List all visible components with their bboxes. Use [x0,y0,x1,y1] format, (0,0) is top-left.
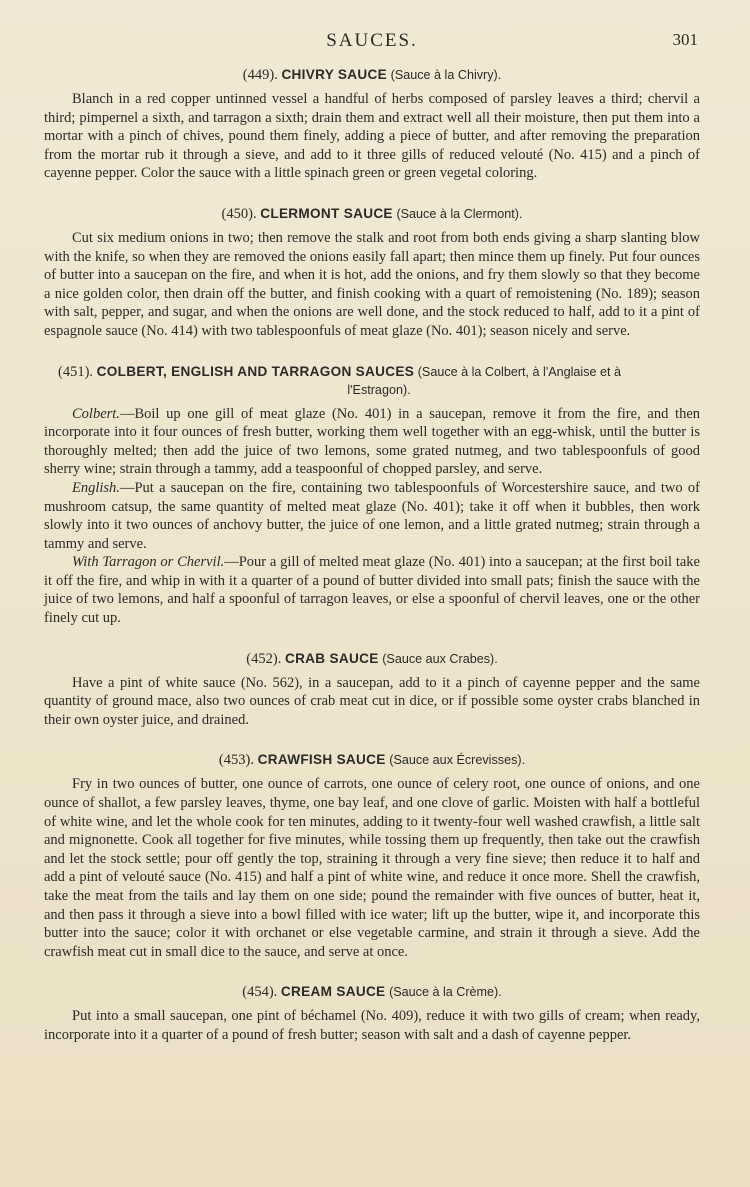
recipe-paragraph-tarragon [44,553,700,627]
section-french-title: (Sauce aux Écrevisses). [389,753,526,768]
recipe-paragraph [44,674,700,730]
paragraph-label: With Tarragon or Chervil. [72,554,225,571]
section-heading [44,363,700,399]
recipe-paragraph [44,229,700,341]
section-title: CLERMONT SAUCE [260,205,393,221]
section-title: COLBERT, ENGLISH AND TARRAGON SAUCES [96,363,415,379]
paragraph-text: —Boil up one gill of meat glaze (No. 401) in a saucepan, remove it from the fire, and then incorporate into it four ounces of fresh butter, working them well together with an egg-whisk, until the butter is thoroughly melted; then add the juice of two lemons, some grated nutmeg, and two tablespoonfuls of good sherry wine; strain through a tammy, add a teaspoonful of chopped parsley, and serve. [44,405,700,478]
recipe-section-451 [44,363,700,628]
section-number: (451). [58,363,94,380]
paragraph-text: —Pour a gill of melted meat glaze (No. 401) into a saucepan; at the first boil take it off the fire, and whip in with it a quarter of a pound of butter divided into small pats; finish the sauce with the juice of two lemons, and half a spoonful of tarragon leaves, or else a spoonful of chervil leaves, one or the other finely cut up. [44,554,700,627]
section-number: (453). [218,752,254,769]
section-french-title: (Sauce aux Crabes). [382,651,498,666]
paragraph-label: Colbert. [72,405,120,422]
page-number: 301 [672,30,698,49]
paragraph-text: Cut six medium onions in two; then remove the stalk and root from both ends giving a sharp slanting blow with the knife, so when they are removed the onions easily fall apart; then mince them up finely. Put four ounces of butter into a saucepan on the fire, and when it is hot, add the onions, and fry them slowly so that they become a nice golden color, then drain off the butter, and finish cooking with a quart of remoistening (No. 189); season with salt, pepper, and sugar, and when the onions are well done, and the stock reduced to half, add to it a pint of espagnole sauce (No. 414) with two tablespoonfuls of meat glaze (No. 401); season nicely and serve. [44,229,700,339]
recipe-paragraph [44,775,700,961]
section-number: (454). [242,984,278,1001]
recipe-paragraph-english [44,479,700,553]
section-heading [44,205,700,223]
section-french-title: (Sauce à la Colbert, à l'Anglaise et à [417,364,622,379]
section-heading [44,650,700,668]
section-title: CREAM SAUCE [280,984,386,1000]
section-heading [44,66,700,84]
paragraph-text: Put into a small saucepan, one pint of béchamel (No. 409), reduce it with two gills of cream; when ready, incorporate into it a quarter of a pound of fresh butter; season with salt and a dash of cayenne pepper. [44,1008,700,1043]
section-french-title: (Sauce à la Chivry). [390,68,502,82]
recipe-paragraph-colbert [44,405,700,479]
section-french-title: (Sauce à la Crème). [389,985,502,1000]
section-number: (449). [242,67,278,83]
paragraph-text: Blanch in a red copper untinned vessel a handful of herbs composed of parsley leaves a third; chervil a third; pimpernel a sixth, and tarragon a sixth; drain them and extract well all their moisture, then put them into a mortar with a pinch of chives, pound them finely, adding a piece of butter, and after removing the preparation from the mortar rub it through a sieve, and add to it three gills of reduced velouté (No. 415) and a pinch of cayenne pepper. Color the sauce with a little spinach green or green vegetal coloring. [44,91,700,182]
section-title: CRAWFISH SAUCE [257,752,386,768]
section-heading [44,983,700,1001]
recipe-section-453 [44,751,700,961]
section-title: CRAB SAUCE [284,650,379,666]
section-number: (452). [246,650,282,667]
recipe-paragraph [44,90,700,183]
section-french-title-continued: l'Estragon). [347,382,411,397]
section-title: CHIVRY SAUCE [281,67,388,82]
recipe-section-449 [44,66,700,183]
section-number: (450). [221,205,257,222]
paragraph-label: English. [72,479,120,496]
running-head [44,28,700,54]
recipe-section-454 [44,983,700,1044]
section-french-title: (Sauce à la Clermont). [396,206,523,221]
paragraph-text: Fry in two ounces of butter, one ounce of carrots, one ounce of celery root, one ounce of onions, and one ounce of shallot, a few parsley leaves, thyme, one bay leaf, and one clove of garlic. Moisten with half a bottleful of white wine, and let the whole cook for ten minutes, adding to it twenty-four well washed crawfish, a little salt and mignonette. Cook all together for five minutes, while tossing them up frequently, then take out the crawfish and let the stock settle; pour off gently the top, straining it through a very fine sieve; then reduce it to half and add a pint of velouté sauce (No. 415) and half a pint of white wine, and reduce it once more. Shell the crawfish, take the meat from the tails and lay them on one side; pound the remainder with five ounces of butter, heat it, and then pass it through a sieve into a bowl filled with ice water; lift up the butter, wipe it, and incorporate this butter into the sauce; color it with orchanet or else vegetable carmine, and strain it through a sieve. Add the crawfish meat cut in small dice to the sauce, and serve at once. [44,776,700,960]
running-title: SAUCES. [326,30,418,51]
paragraph-text: —Put a saucepan on the fire, containing two tablespoonfuls of Worcestershire sauce, and two of mushroom catsup, the same quantity of melted meat glaze (No. 401); take it off when it bubbles, then work slowly into it two ounces of anchovy butter, the juice of one lemon, and a little grated nutmeg; strain through a tammy and serve. [44,479,700,552]
recipe-paragraph [44,1007,700,1044]
paragraph-text: Have a pint of white sauce (No. 562), in a saucepan, add to it a pinch of cayenne pepper and the same quantity of ground mace, also two ounces of crab meat cut in dice, or if possible some oyster crabs blanched in their own oyster juice, and drained. [44,674,700,728]
recipe-section-452 [44,650,700,730]
recipe-section-450 [44,205,700,341]
section-heading [44,751,700,769]
